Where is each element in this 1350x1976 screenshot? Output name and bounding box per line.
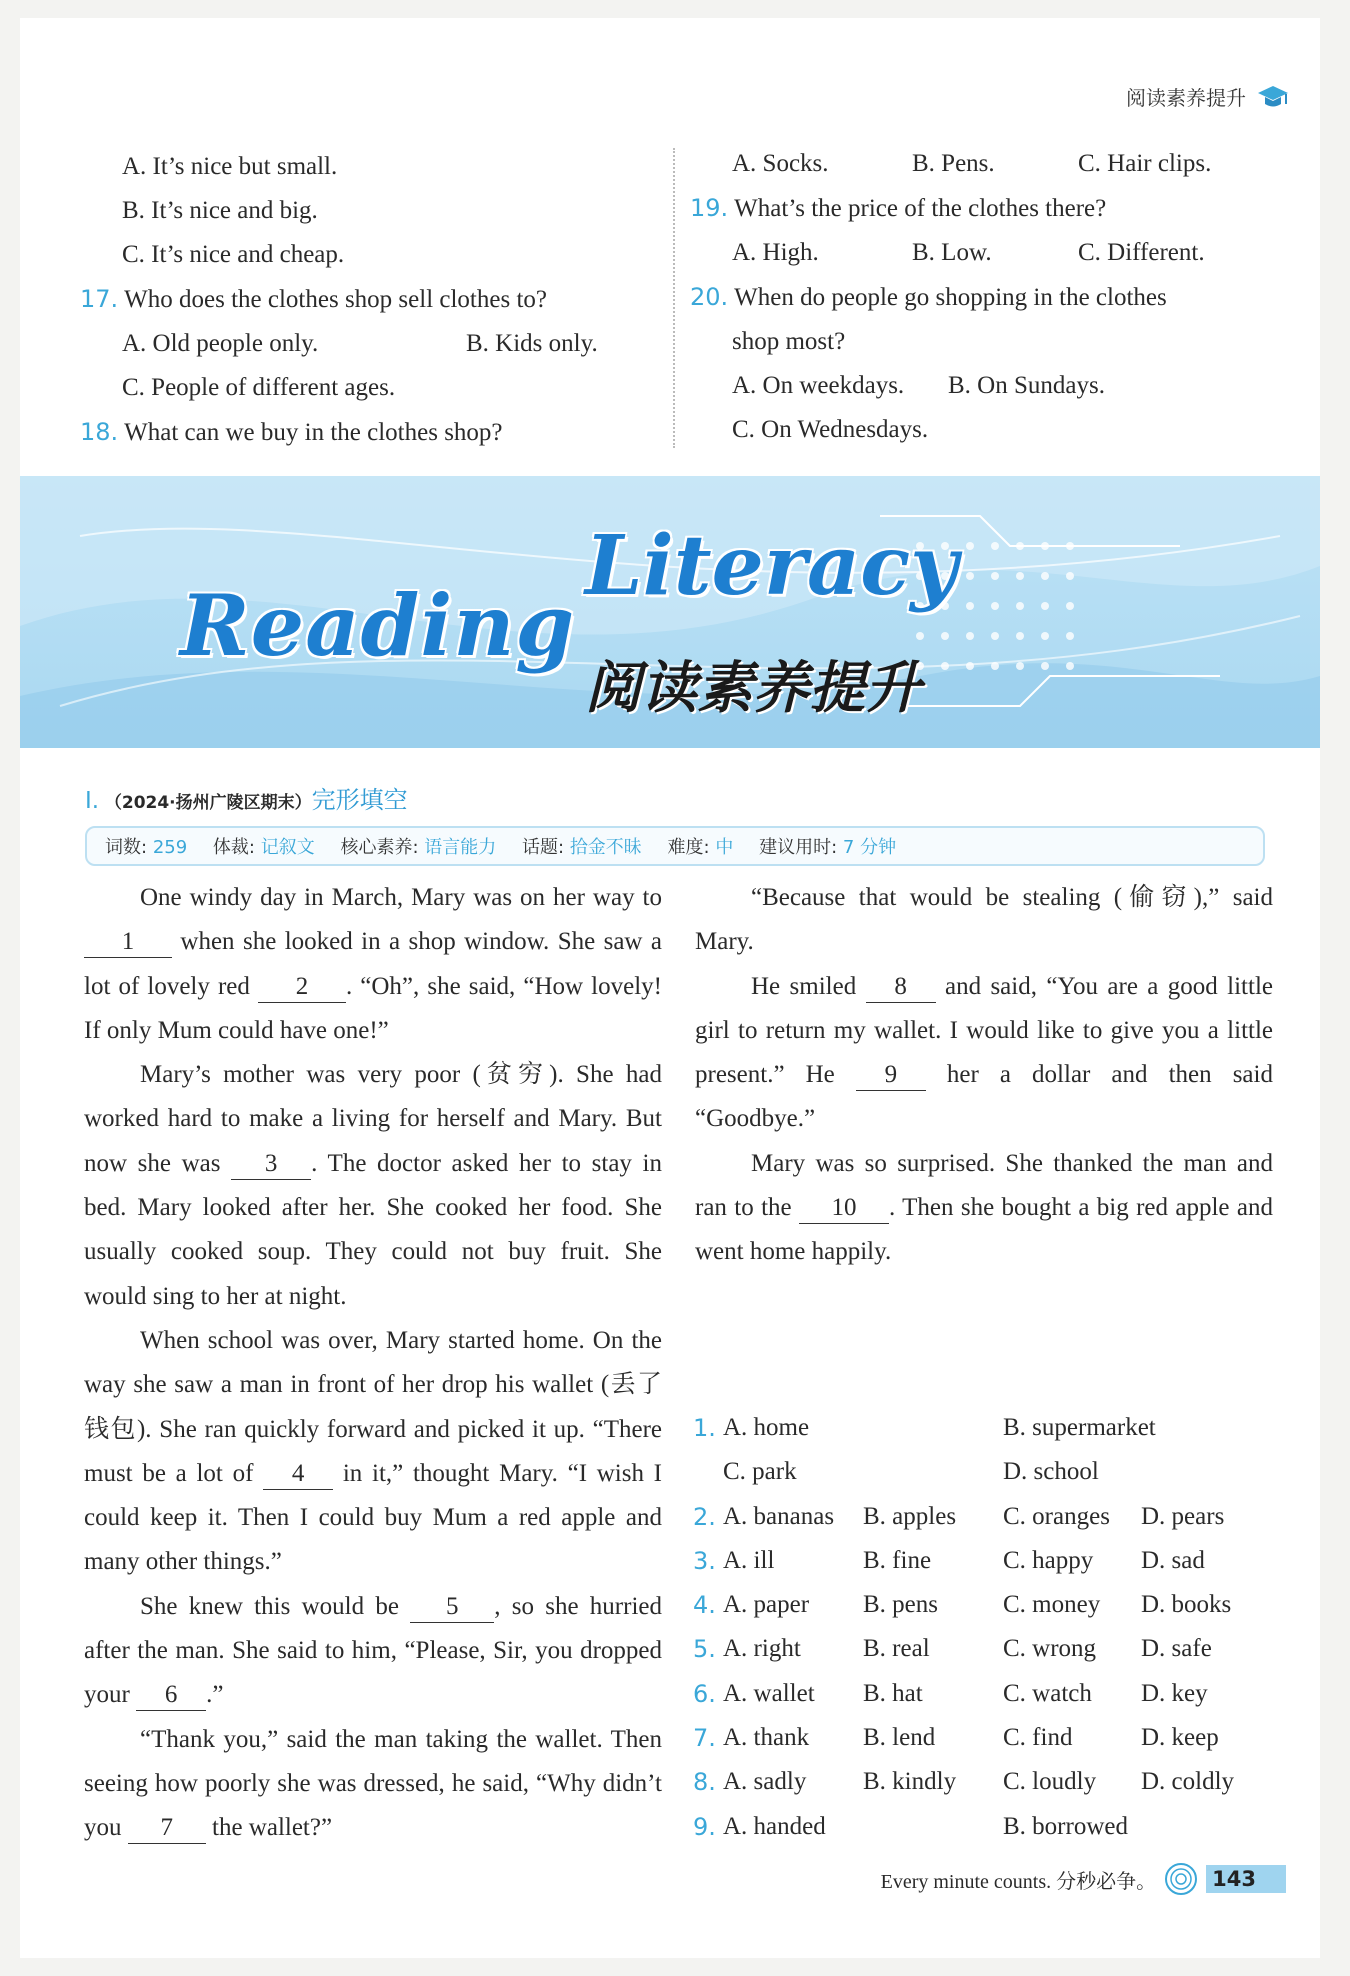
option-c[interactable]: C. wrong [1003, 1635, 1097, 1663]
option-c: C. On Wednesdays. [732, 416, 929, 443]
info-value: 7 分钟 [842, 837, 897, 858]
q19-options [690, 231, 1290, 275]
paragraph: Mary was so surprised. She thanked the man and ran to the 10 . Then she bought a big red apple and went home happily. [695, 1149, 1273, 1266]
option-c: C. People of different ages. [122, 374, 396, 401]
option-d[interactable]: D. coldly [1141, 1768, 1235, 1796]
info-value: 语言能力 [424, 837, 497, 858]
column-divider [673, 148, 675, 448]
option-a[interactable]: A. right [723, 1635, 801, 1663]
graduation-cap-icon [1256, 83, 1290, 111]
info-label: 词数: [105, 837, 148, 858]
question-text-cont: shop most? [732, 328, 846, 355]
option-c[interactable]: C. find [1003, 1724, 1073, 1752]
option-d[interactable]: D. books [1141, 1591, 1232, 1619]
banner-chinese-title: 阅读素养提升 [585, 656, 921, 721]
option-a[interactable]: A. sadly [723, 1768, 807, 1796]
paragraph: When school was over, Mary started home. On the way she saw a man in front of her drop his wallet (丢了钱包). She ran quickly forward and picked it up. “There must be a lot of 4 in it,” thought Mary. “I wish I could keep it. Then I could buy Mum a red apple and many other things.” [84, 1326, 663, 1576]
paragraph: She knew this would be 5 , so she hurried after the man. She said to him, “Please, Sir, you dropped your 6 .” [84, 1585, 662, 1718]
passage-left-column [84, 876, 662, 1851]
banner-literacy-text: Literacy [585, 518, 958, 614]
option-c[interactable]: C. watch [1003, 1679, 1092, 1707]
option-a[interactable]: A. handed [723, 1812, 826, 1840]
blank-1[interactable]: 1 [84, 927, 172, 958]
page-number: 143 [1206, 1865, 1286, 1893]
blank-2[interactable]: 2 [258, 972, 346, 1003]
question-17 [80, 277, 660, 322]
option-b[interactable]: B. supermarket [1003, 1414, 1156, 1441]
option-b[interactable]: B. kindly [863, 1768, 957, 1796]
option-a[interactable]: A. home [723, 1414, 810, 1441]
paragraph: “Thank you,” said the man taking the wallet. Then seeing how poorly she was dressed, he said, “Why didn’t you 7 the wallet?” [84, 1718, 662, 1851]
blank-6[interactable]: 6 [136, 1680, 206, 1711]
info-label: 难度: [667, 837, 710, 858]
blank-9[interactable]: 9 [856, 1060, 926, 1091]
option-row-8: 8. A. sadly B. kindly C. loudly D. coldly [693, 1760, 1293, 1804]
option-line: B. It’s nice and big. [122, 197, 318, 224]
info-label: 核心素养: [340, 837, 419, 858]
option-b: B. Low. [912, 239, 992, 266]
info-value: 259 [152, 837, 188, 858]
option-a[interactable]: A. ill [723, 1546, 775, 1574]
option-d[interactable]: D. key [1141, 1679, 1208, 1707]
option-b[interactable]: B. apples [863, 1502, 957, 1530]
running-header [1126, 82, 1290, 111]
question-text: When do people go shopping in the clothes [734, 284, 1167, 311]
section-source: （2024·扬州广陵区期末） [104, 793, 312, 813]
blank-7[interactable]: 7 [128, 1813, 206, 1844]
option-a[interactable]: A. bananas [723, 1502, 835, 1530]
option-b[interactable]: B. borrowed [1003, 1812, 1128, 1840]
info-value: 记叙文 [260, 837, 315, 858]
paragraph: Mary’s mother was very poor (贫穷). She had worked hard to make a living for herself and Mary. But now she was 3 . The doctor asked her to stay in bed. Mary looked after her. She cooked her food. She usually cooked soup. They could not buy fruit. She would sing to her at night. [84, 1061, 662, 1310]
info-value: 中 [715, 837, 734, 858]
option-d[interactable]: D. safe [1141, 1635, 1212, 1663]
question-number: 18. [80, 418, 119, 446]
option-c[interactable]: C. happy [1003, 1546, 1094, 1574]
option-b: B. On Sundays. [948, 372, 1105, 399]
passage-right-column [695, 876, 1273, 1275]
option-c: C. Different. [1078, 239, 1205, 266]
option-c[interactable]: C. park [723, 1458, 797, 1486]
section-type: 完形填空 [311, 786, 408, 814]
option-a: A. On weekdays. [732, 372, 905, 399]
option-line: A. It’s nice but small. [122, 153, 338, 180]
blank-8[interactable]: 8 [866, 972, 936, 1003]
option-a: A. Old people only. [122, 330, 319, 357]
question-text: Who does the clothes shop sell clothes to? [124, 286, 547, 313]
footer-motto: Every minute counts. 分秒必争。 [880, 1870, 1157, 1893]
q17-options-ab [80, 322, 660, 366]
blank-10[interactable]: 10 [799, 1193, 889, 1224]
q20-options-ab [690, 364, 1290, 408]
paragraph: “Because that would be stealing (偷窃),” said Mary. [695, 884, 1273, 956]
q18-options [690, 142, 1290, 186]
blank-3[interactable]: 3 [231, 1149, 311, 1180]
option-row-2: 2. A. bananas B. apples C. oranges D. pears [693, 1495, 1293, 1539]
question-19 [690, 186, 1290, 231]
top-left-questions [80, 145, 660, 455]
header-title: 阅读素养提升 [1126, 86, 1246, 110]
question-number: 19. [690, 194, 729, 222]
option-b[interactable]: B. pens [863, 1591, 938, 1619]
question-18 [80, 410, 660, 455]
question-20 [690, 275, 1290, 320]
section-heading [85, 780, 408, 815]
banner-reading-text: Reading [180, 576, 576, 675]
option-row-6: 6. A. wallet B. hat C. watch D. key [693, 1672, 1293, 1716]
option-d[interactable]: D. pears [1141, 1502, 1225, 1530]
blank-4[interactable]: 4 [263, 1459, 333, 1490]
question-text: What can we buy in the clothes shop? [124, 419, 503, 446]
option-c[interactable]: C. loudly [1003, 1768, 1097, 1796]
paragraph: One windy day in March, Mary was on her way to 1 when she looked in a shop window. She saw a lot of lovely red 2 . “Oh”, she said, “How lovely! If only Mum could have one!” [84, 884, 662, 1044]
option-d[interactable]: D. school [1003, 1458, 1099, 1486]
section-number: Ⅰ. [85, 788, 100, 814]
target-circle-icon [1164, 1862, 1198, 1896]
blank-5[interactable]: 5 [410, 1592, 494, 1623]
option-a[interactable]: A. paper [723, 1591, 810, 1619]
option-row-1b [693, 1450, 1293, 1494]
option-b: B. Pens. [912, 150, 995, 177]
option-row-3: 3. A. ill B. fine C. happy D. sad [693, 1539, 1293, 1583]
option-b: B. Kids only. [466, 330, 598, 357]
option-row-5: 5. A. right B. real C. wrong D. safe [693, 1627, 1293, 1671]
option-d[interactable]: D. keep [1141, 1724, 1219, 1752]
option-row-4: 4. A. paper B. pens C. money D. books [693, 1583, 1293, 1627]
option-c[interactable]: C. money [1003, 1591, 1101, 1619]
option-a[interactable]: A. wallet [723, 1679, 815, 1707]
option-a: A. High. [732, 239, 819, 266]
question-number: 17. [80, 285, 119, 313]
reading-literacy-banner [20, 476, 1320, 748]
question-text: What’s the price of the clothes there? [734, 195, 1107, 222]
option-b[interactable]: B. real [863, 1635, 930, 1663]
passage-info-bar [85, 826, 1265, 866]
question-number: 20. [690, 283, 729, 311]
option-a: A. Socks. [732, 150, 829, 177]
option-line: C. It’s nice and cheap. [122, 241, 345, 268]
option-c: C. Hair clips. [1078, 150, 1212, 177]
option-d[interactable]: D. sad [1141, 1546, 1205, 1574]
answer-options [693, 1406, 1293, 1849]
option-row-7: 7. A. thank B. lend C. find D. keep [693, 1716, 1293, 1760]
option-row-1: 1. A. home B. supermarket [693, 1406, 1293, 1450]
option-a[interactable]: A. thank [723, 1724, 810, 1752]
page-footer [881, 1862, 1286, 1896]
option-b[interactable]: B. fine [863, 1546, 932, 1574]
info-label: 体裁: [212, 837, 255, 858]
info-label: 建议用时: [759, 837, 838, 858]
info-value: 拾金不昧 [569, 837, 642, 858]
option-row-9: 9. A. handed B. borrowed [693, 1805, 1293, 1849]
option-b[interactable]: B. lend [863, 1724, 936, 1752]
info-label: 话题: [522, 837, 565, 858]
option-c[interactable]: C. oranges [1003, 1502, 1110, 1530]
top-right-questions [690, 142, 1290, 452]
option-b[interactable]: B. hat [863, 1679, 923, 1707]
paragraph: He smiled 8 and said, “You are a good little girl to return my wallet. I would like to give you a little present.” He 9 her a dollar and then said “Goodbye.” [695, 972, 1273, 1133]
